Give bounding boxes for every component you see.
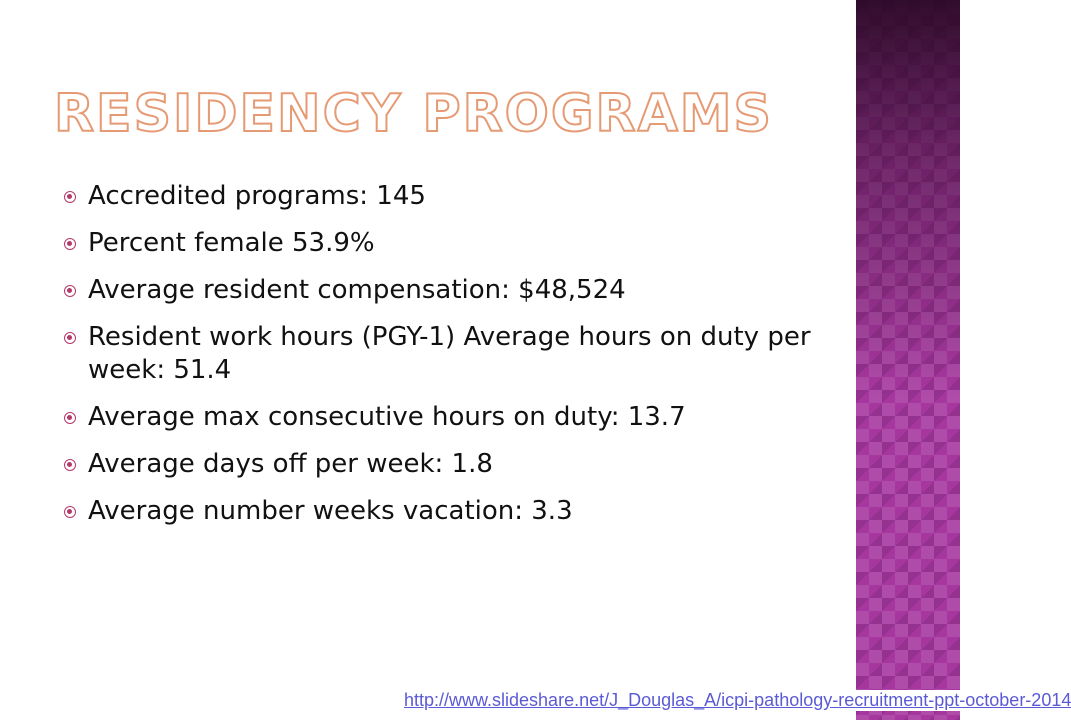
circled-dot-icon bbox=[64, 332, 76, 344]
bullet-item bbox=[64, 448, 824, 481]
bullet-text: Resident work hours (PGY-1) Average hours on duty per week: 51.4 bbox=[88, 322, 811, 385]
bullet-item bbox=[64, 321, 824, 387]
source-link[interactable]: http://www.slideshare.net/J_Douglas_A/icpi-pathology-recruitment-ppt-october-2014 bbox=[404, 690, 1071, 710]
circled-dot-icon bbox=[64, 191, 76, 203]
circled-dot-icon bbox=[64, 412, 76, 424]
circled-dot-icon bbox=[64, 285, 76, 297]
bullet-item bbox=[64, 274, 824, 307]
slide-title: RESIDENCY PROGRAMS bbox=[54, 84, 774, 144]
bullet-item bbox=[64, 180, 824, 213]
bullet-text: Accredited programs: 145 bbox=[88, 181, 426, 211]
circled-dot-icon bbox=[64, 238, 76, 250]
circled-dot-icon bbox=[64, 459, 76, 471]
bullet-list bbox=[64, 180, 824, 542]
bullet-text: Average resident compensation: $48,524 bbox=[88, 275, 626, 305]
bullet-text: Percent female 53.9% bbox=[88, 228, 375, 258]
bullet-text: Average days off per week: 1.8 bbox=[88, 449, 493, 479]
bullet-item bbox=[64, 227, 824, 260]
bullet-text: Average max consecutive hours on duty: 13.7 bbox=[88, 402, 686, 432]
circled-dot-icon bbox=[64, 506, 76, 518]
decorative-side-panel bbox=[856, 0, 960, 720]
bullet-item bbox=[64, 495, 824, 528]
bullet-item bbox=[64, 401, 824, 434]
bullet-text: Average number weeks vacation: 3.3 bbox=[88, 496, 573, 526]
